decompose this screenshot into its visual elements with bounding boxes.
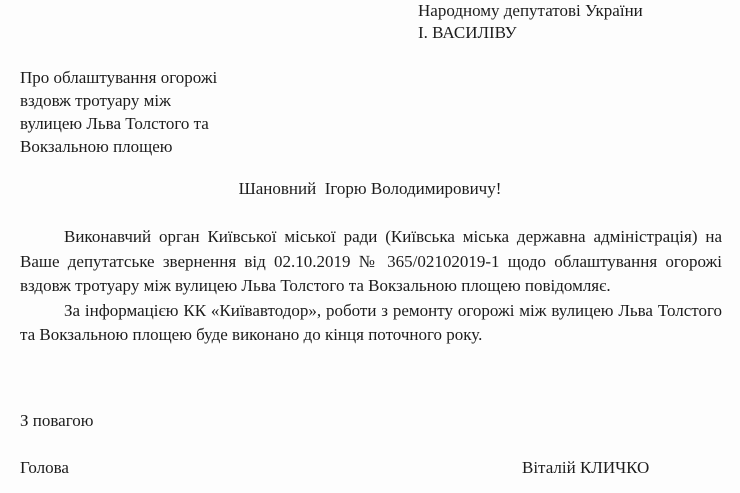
greeting: Шановний Ігорю Володимировичу! [238, 179, 502, 198]
closing: З повагою [20, 411, 94, 430]
letter-body [20, 225, 722, 348]
addressee-block [418, 0, 643, 44]
signatory-name: Віталій КЛИЧКО [522, 458, 650, 477]
body-paragraph: Виконавчий орган Київської міської ради (Київська міська державна адміністрація) на Ваше депутатське звернення від 02.10.2019 № 365/02102019-1 щодо облаштування огорожі вздовж тротуару між вулицею Льва Толстого та Вокзальною площею повідомляє. [20, 227, 722, 295]
addressee-name: І. ВАСИЛІВУ [418, 23, 517, 42]
subject-line: Вокзальною площею [20, 137, 173, 156]
subject-block [20, 66, 217, 158]
subject-line: вулицею Льва Толстого та [20, 114, 209, 133]
body-paragraph: За інформацією КК «Київавтодор», роботи з ремонту огорожі між вулицею Льва Толстого та Вокзальною площею буде виконано до кінця поточного року. [20, 300, 722, 344]
subject-line: Про облаштування огорожі [20, 68, 218, 87]
signatory-title: Голова [20, 458, 69, 477]
addressee-position: Народному депутатові України [418, 1, 643, 20]
subject-line: вздовж тротуару між [20, 91, 171, 110]
